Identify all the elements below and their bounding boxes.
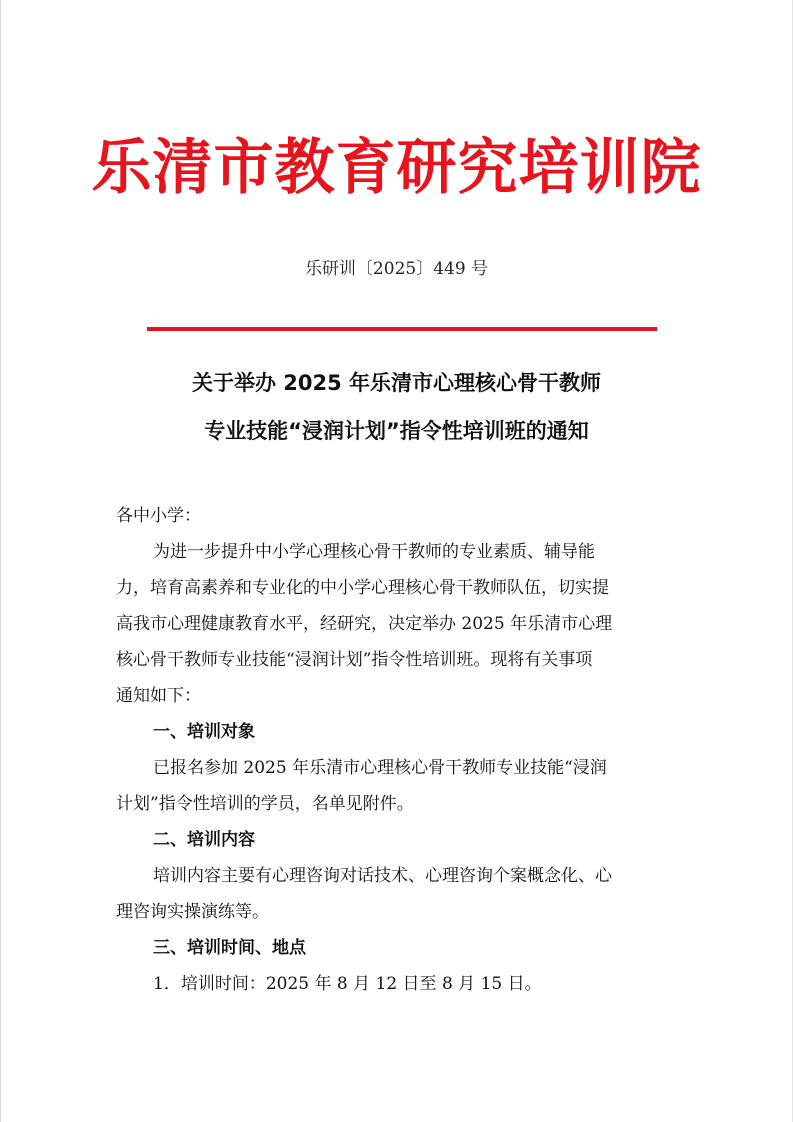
- salutation: 各中小学：: [116, 506, 201, 526]
- section-heading-content: 二、培训内容: [153, 830, 255, 850]
- document-number: 乐研训〔2025〕449 号: [304, 259, 489, 279]
- section1-line-1: 已报名参加 2025 年乐清市心理核心骨干教师专业技能“浸润: [153, 758, 607, 778]
- section-heading-targets: 一、培训对象: [153, 722, 255, 742]
- red-separator-rule: [147, 327, 657, 331]
- intro-line-3: 高我市心理健康教育水平，经研究，决定举办 2025 年乐清市心理: [116, 614, 613, 634]
- section2-line-2: 理咨询实操演练等。: [116, 902, 269, 922]
- section-heading-time-place: 三、培训时间、地点: [153, 938, 306, 958]
- section3-line-1: 1．培训时间：2025 年 8 月 12 日至 8 月 15 日。: [153, 974, 542, 994]
- intro-line-2: 力，培育高素养和专业化的中小学心理核心骨干教师队伍，切实提: [116, 578, 609, 598]
- notice-title-line-2: 专业技能“浸润计划”指令性培训班的通知: [204, 419, 589, 443]
- intro-line-5: 通知如下：: [116, 686, 201, 706]
- notice-title-line-1: 关于举办 2025 年乐清市心理核心骨干教师: [191, 371, 602, 395]
- section1-line-2: 计划”指令性培训的学员，名单见附件。: [116, 794, 414, 814]
- intro-line-4: 核心骨干教师专业技能“浸润计划”指令性培训班。现将有关事项: [116, 650, 593, 670]
- issuer-masthead: 乐清市教育研究培训院: [91, 133, 702, 203]
- intro-line-1: 为进一步提升中小学心理核心骨干教师的专业素质、辅导能: [153, 542, 595, 562]
- section2-line-1: 培训内容主要有心理咨询对话技术、心理咨询个案概念化、心: [153, 866, 612, 886]
